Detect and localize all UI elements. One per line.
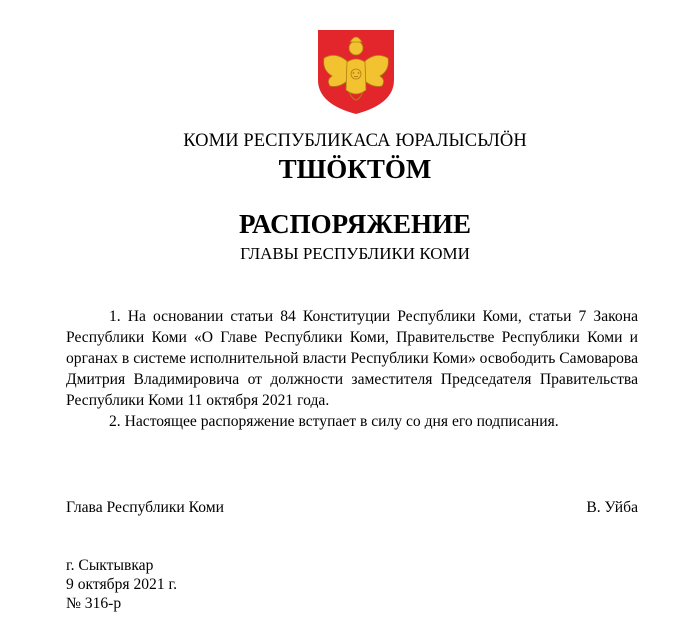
- komi-coat-of-arms-icon: [316, 28, 396, 116]
- issue-city: г. Сыктывкар: [66, 557, 154, 574]
- document-type-heading: РАСПОРЯЖЕНИЕ: [238, 209, 472, 239]
- issuer-heading: ГЛАВЫ РЕСПУБЛИКИ КОМИ: [240, 244, 470, 263]
- issue-date: 9 октября 2021 г.: [66, 576, 178, 593]
- signatory-position: Глава Республики Коми: [66, 499, 224, 516]
- order-paragraph-2: 2. Настоящее распоряжение вступает в силу со дня его подписания.: [109, 413, 559, 430]
- document-type-komi-heading: ТШӦКТӦМ: [278, 154, 432, 184]
- order-body: [66, 306, 638, 432]
- document-number: № 316-р: [66, 595, 122, 612]
- document-footer: [66, 556, 177, 613]
- coat-of-arms: [316, 28, 396, 116]
- signatory-name: В. Уйба: [586, 499, 638, 516]
- order-paragraph-1: 1. На основании статьи 84 Конституции Республики Коми, статьи 7 Закона Республики Коми «О Главе Республики Коми, Правительстве Республики Коми и органах в системе исполнительной власти Республики Коми» освободить Самоварова Дмитрия Владимировича от должности заместителя Председателя Правительства Республики Коми 11 октября 2021 года.: [66, 308, 638, 409]
- republic-name-heading: КОМИ РЕСПУБЛИКАСА ЮРАЛЫСЬЛӦН: [183, 131, 527, 151]
